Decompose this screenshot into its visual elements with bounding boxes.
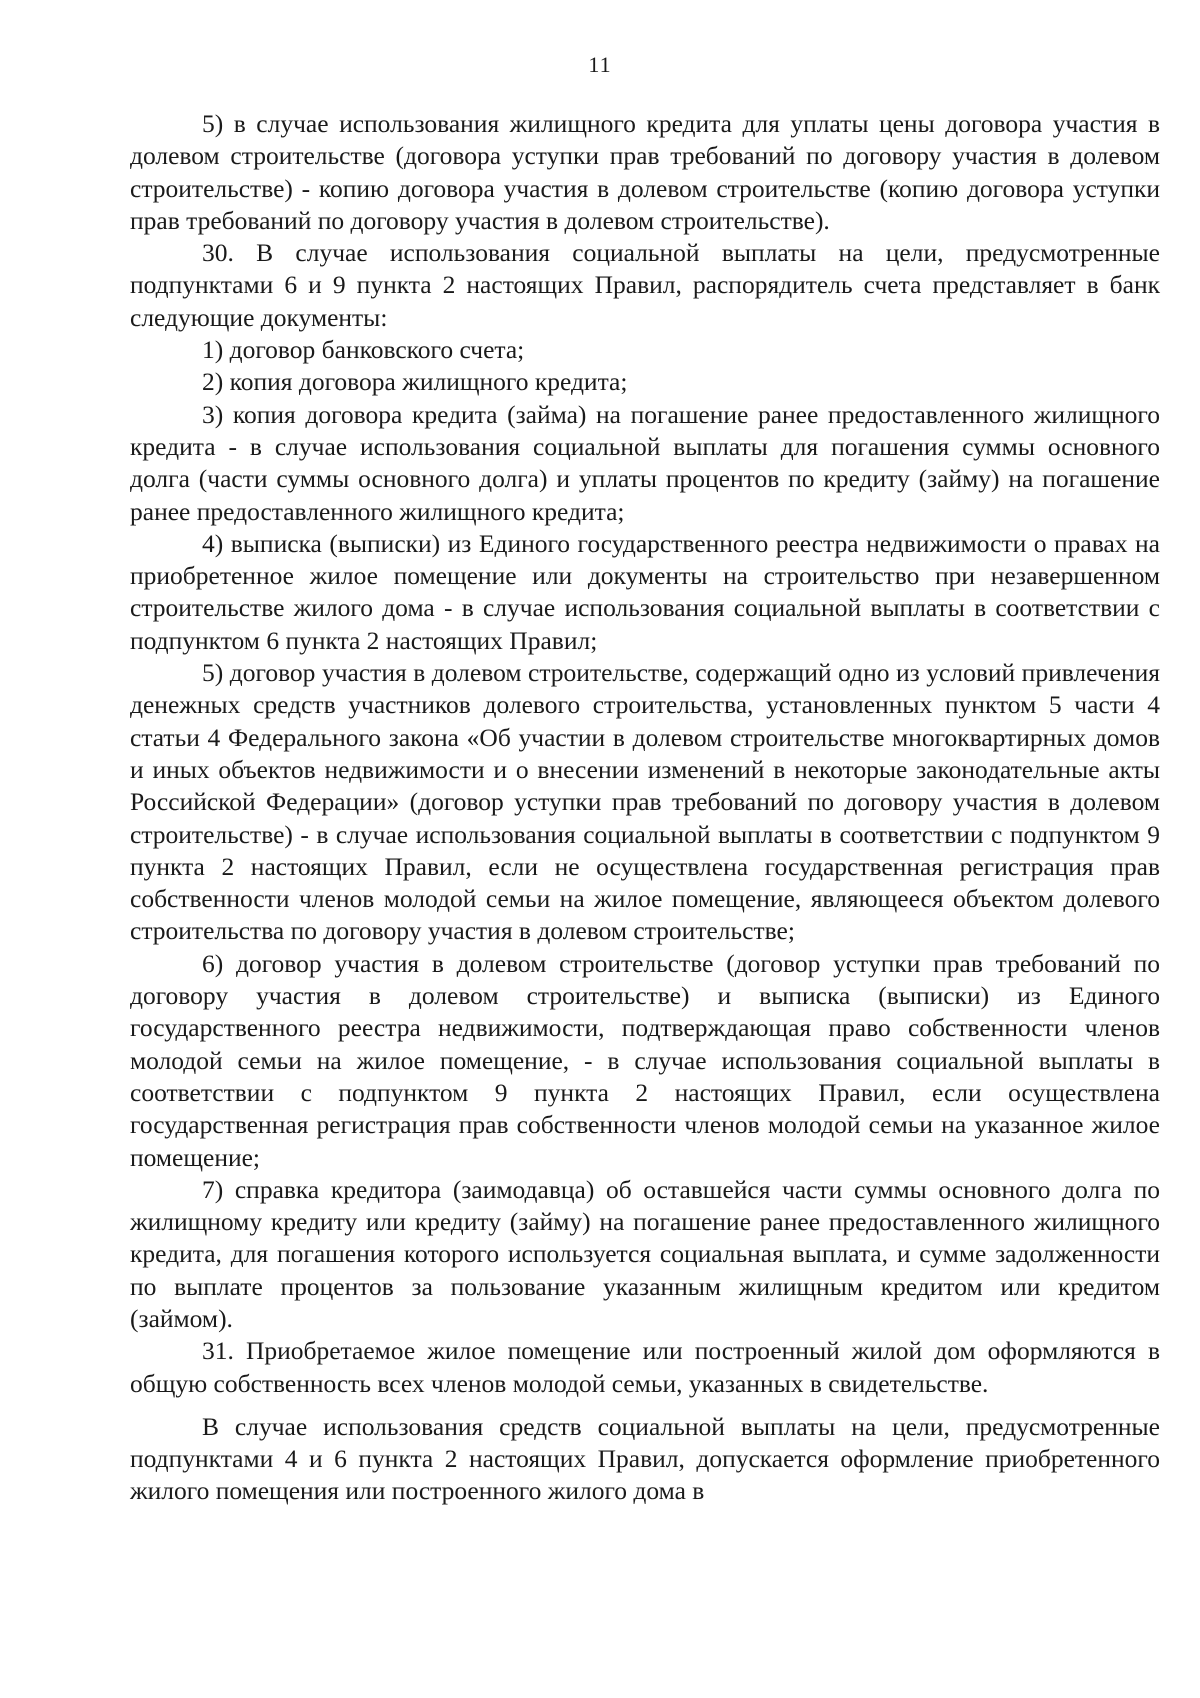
- paragraph-31-continued: В случае использования средств социальной выплаты на цели, предусмотренные подпунктами 4 и 6 пункта 2 настоящих Правил, допускается оформление приобретенного жилого помещения или построенного жилого дома в: [130, 1411, 1160, 1506]
- paragraph-30: 30. В случае использования социальной выплаты на цели, предусмотренные подпунктами 6 и 9 пункта 2 настоящих Правил, распорядитель счета представляет в банк следующие документы:: [130, 238, 1160, 332]
- paragraph-31: 31. Приобретаемое жилое помещение или построенный жилой дом оформляются в общую собственность всех членов молодой семьи, указанных в свидетельстве.: [130, 1336, 1160, 1398]
- list-item-2: 2) копия договора жилищного кредита;: [202, 367, 628, 397]
- paragraph-item-5-credit: 5) в случае использования жилищного кредита для уплаты цены договора участия в долевом строительстве (договора уступки прав требований по договору участия в долевом строительстве) - копию договора участия в долевом строительстве (копию договора уступки прав требований по договору участия в долевом строительстве).: [130, 109, 1160, 235]
- list-item-5: 5) договор участия в долевом строительстве, содержащий одно из условий привлечения денежных средств участников долевого строительства, установленных пунктом 5 части 4 статьи 4 Федерального закона «Об участии в долевом строительстве многоквартирных домов и иных объектов недвижимости и о внесении изменений в некоторые законодательные акты Российской Федерации» (договор уступки прав требований по договору участия в долевом строительстве) - в случае использования социальной выплаты в соответствии с подпунктом 9 пункта 2 настоящих Правил, если не осуществлена государственная регистрация прав собственности членов молодой семьи на жилое помещение, являющееся объектом долевого строительства по договору участия в долевом строительстве;: [130, 658, 1160, 946]
- document-body: [130, 108, 1160, 1508]
- list-item-4: 4) выписка (выписки) из Единого государственного реестра недвижимости о правах на приобретенное жилое помещение или документы на строительство при незавершенном строительстве жилого дома - в случае использования социальной выплаты в соответствии с подпунктом 6 пункта 2 настоящих Правил;: [130, 528, 1160, 655]
- list-item-1: 1) договор банковского счета;: [202, 335, 525, 365]
- list-item-6: 6) договор участия в долевом строительстве (договор уступки прав требований по договору участия в долевом строительстве) и выписка (выписки) из Единого государственного реестра недвижимости, подтверждающая право собственности членов молодой семьи на жилое помещение, - в случае использования социальной выплаты в соответствии с подпунктом 9 пункта 2 настоящих Правил, если осуществлена государственная регистрация прав собственности членов молодой семьи на указанное жилое помещение;: [130, 948, 1160, 1172]
- list-item-7: 7) справка кредитора (заимодавца) об оставшейся части суммы основного долга по жилищному кредиту или кредиту (займу) на погашение ранее предоставленного жилищного кредита, для погашения которого используется социальная выплата, и сумме задолженности по выплате процентов за пользование указанным жилищным кредитом или кредитом (займом).: [130, 1174, 1160, 1333]
- list-item-3: 3) копия договора кредита (займа) на погашение ранее предоставленного жилищного кредита - в случае использования социальной выплаты для погашения суммы основного долга (части суммы основного долга) и уплаты процентов по кредиту (займу) на погашение ранее предоставленного жилищного кредита;: [130, 399, 1160, 526]
- page-number: 11: [588, 52, 612, 77]
